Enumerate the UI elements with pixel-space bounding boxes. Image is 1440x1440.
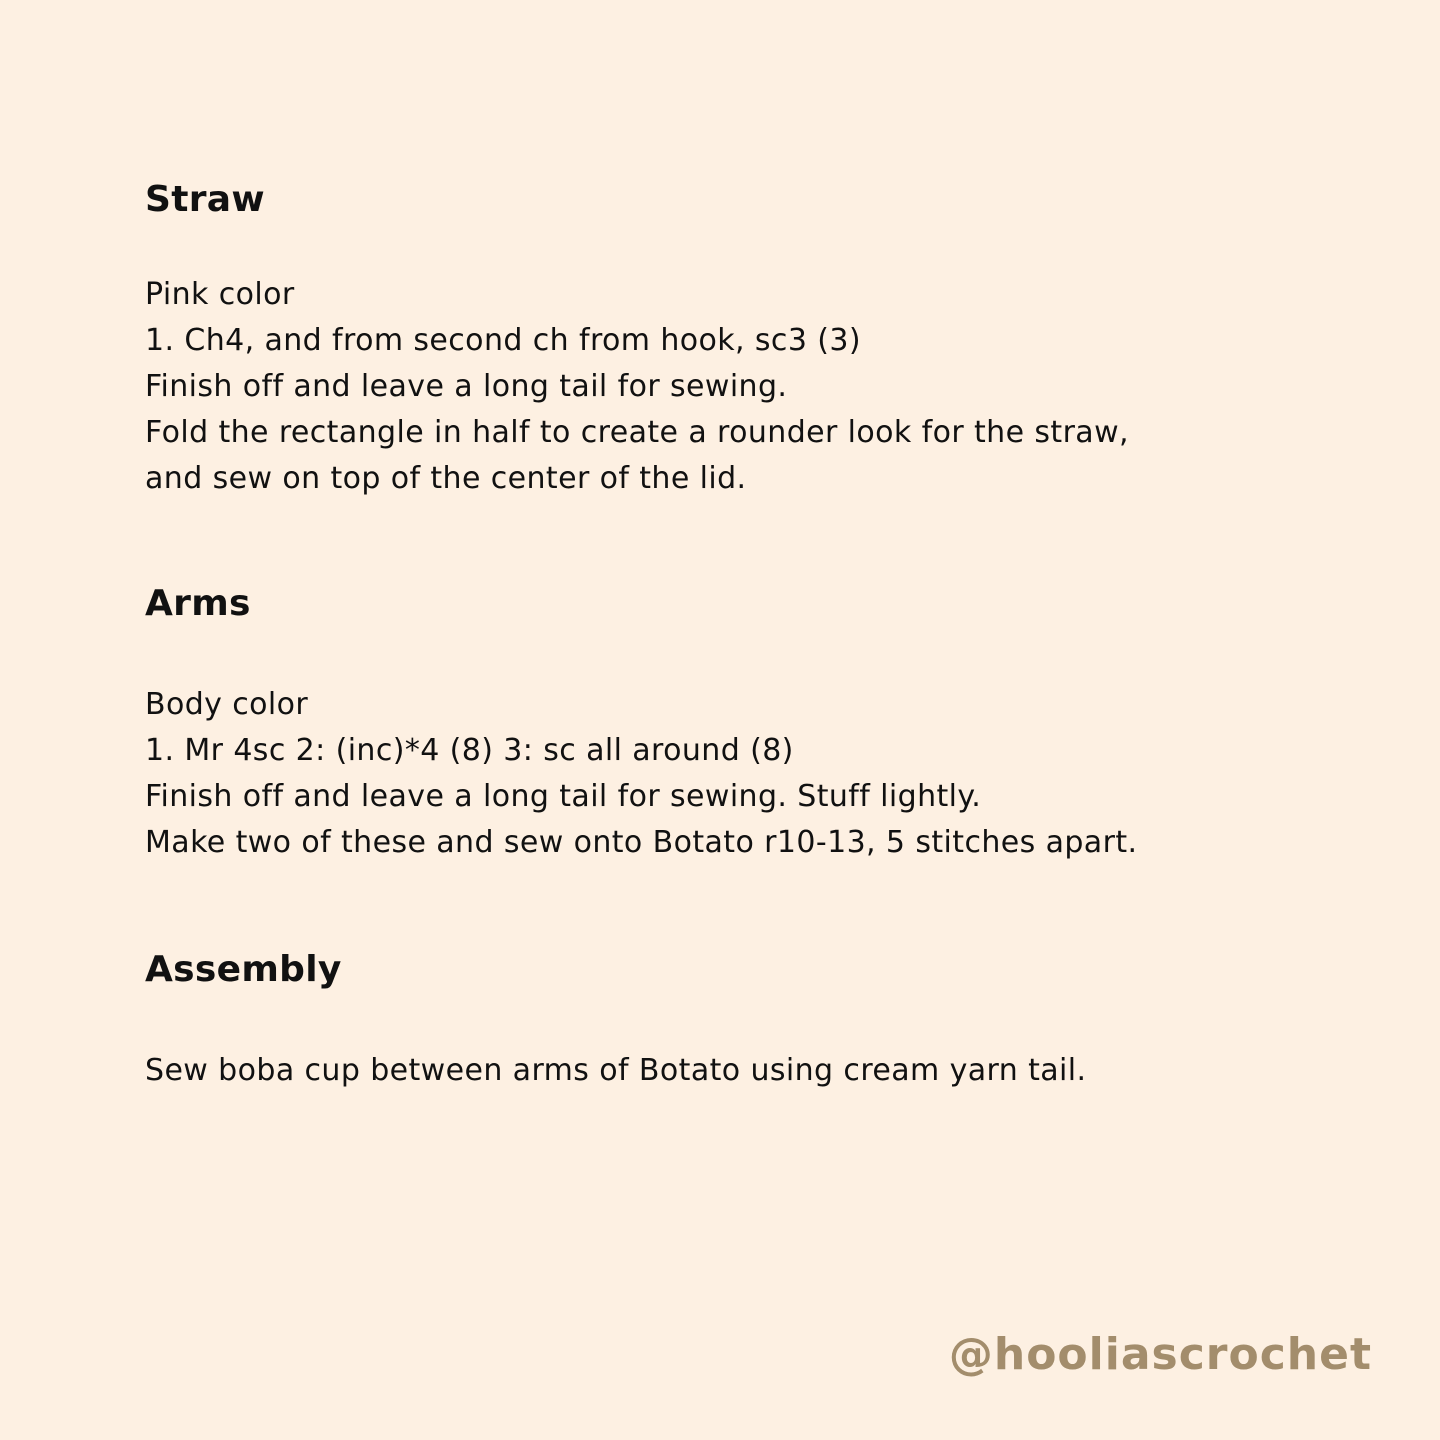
- section-title-arms: Arms: [145, 583, 251, 624]
- section-title-straw: Straw: [145, 179, 265, 220]
- section-body-assembly: [145, 1048, 1086, 1094]
- instruction-line: Make two of these and sew onto Botato r10-13, 5 stitches apart.: [145, 825, 1138, 860]
- instruction-line: Fold the rectangle in half to create a rounder look for the straw,: [145, 415, 1129, 450]
- watermark-handle: @hooliascrochet: [948, 1329, 1372, 1380]
- instruction-line: 1. Mr 4sc 2: (inc)*4 (8) 3: sc all around (8): [145, 733, 794, 768]
- instruction-line: Sew boba cup between arms of Botato using cream yarn tail.: [145, 1053, 1087, 1088]
- section-body-arms: [145, 682, 1137, 866]
- section-title-assembly: Assembly: [145, 949, 342, 990]
- section-body-straw: [145, 272, 1129, 502]
- instruction-line: and sew on top of the center of the lid.: [145, 461, 747, 496]
- instruction-line: Body color: [145, 687, 309, 722]
- instruction-line: Finish off and leave a long tail for sewing. Stuff lightly.: [145, 779, 982, 814]
- instruction-line: Finish off and leave a long tail for sewing.: [145, 369, 788, 404]
- instruction-line: 1. Ch4, and from second ch from hook, sc3 (3): [145, 323, 861, 358]
- instruction-line: Pink color: [145, 277, 295, 312]
